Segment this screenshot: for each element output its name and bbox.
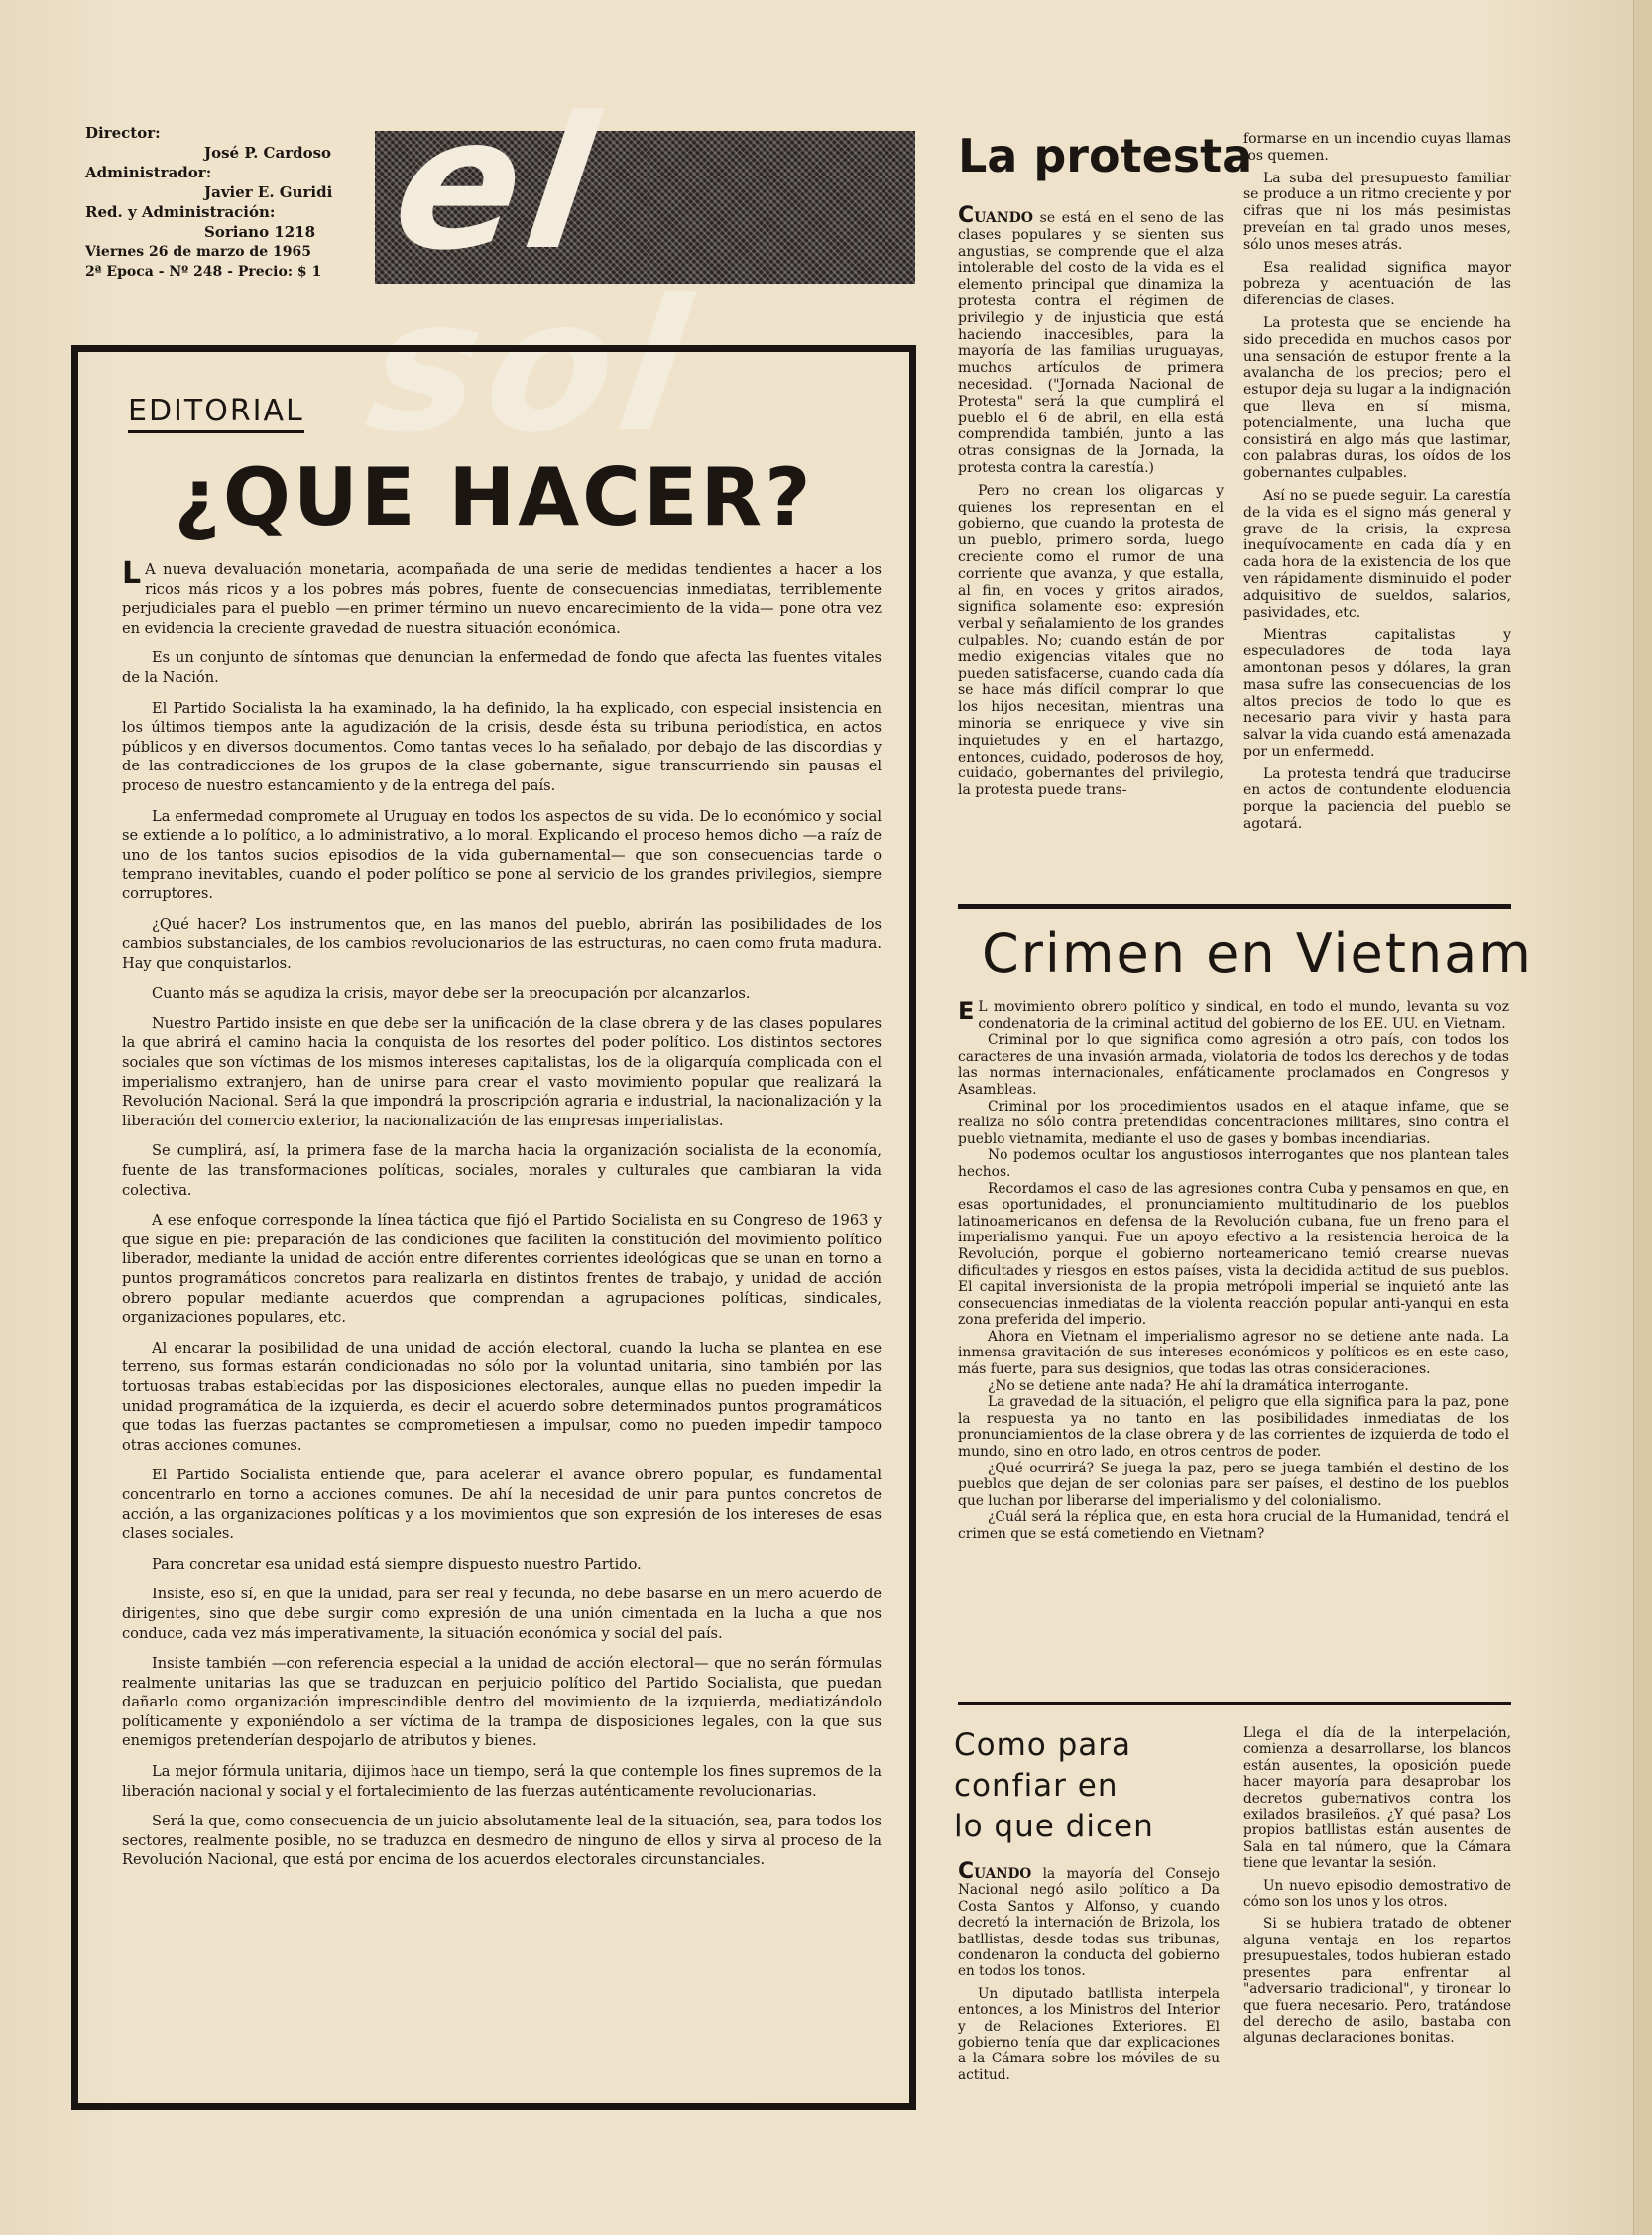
director-name: José P. Cardoso	[204, 144, 332, 162]
editorial-paragraph: Se cumplirá, así, la primera fase de la marcha hacia la organización socialista de la economía, fuente de las transformaciones políticas, sociales, morales y culturales que cambiaran la vida colectiva.	[122, 1142, 882, 1199]
protesta-paragraph: Así no se puede seguir. La carestía de la vida es el signo más general y grave de la crisis, la expresa inequívocamente en cada día y en cada hora de la existencia de los que ven rápidamente disminuido el poder adquisitivo de sueldos, salarios, pasividades, etc.	[1243, 487, 1511, 621]
protesta-title: La protesta	[958, 129, 1253, 182]
editorial-title: ¿QUE HACER?	[174, 451, 814, 543]
como-paragraph: Si se hubiera tratado de obtener alguna ventaja en los repartos presupuestales, todos hubieran estado presentes para enfrentar al "adversario tradicional", y tironear lo que fuera necesario. Pero, tratándose del derecho de asilo, bastaba con algunas declaraciones bonitas.	[1243, 1916, 1511, 2047]
vietnam-paragraph: ¿Qué ocurrirá? Se juega la paz, pero se juega también el destino de los pueblos que dejan de ser colonias para ser países, el destino de los pueblos que luchan por liberarse del imperialismo y del colonialismo.	[958, 1460, 1509, 1509]
como-paragraph: Un nuevo episodio demostrativo de cómo son los unos y los otros.	[1243, 1877, 1511, 1911]
editorial-paragraph: La enfermedad compromete al Uruguay en todos los aspectos de su vida. De lo económico y social se extiende a lo político, a lo administrativo, a lo moral. Explicando el proceso hemos dicho —a raíz de uno de los tantos sucios episodios de la vida gubernamental— que son consecuencias tarde o temprano inevitables, cuando el poder político se pone al servicio de los grandes privilegios, siempre corruptores.	[122, 807, 882, 902]
vietnam-paragraph: ¿Cuál será la réplica que, en esta hora crucial de la Humanidad, tendrá el crimen que se está cometiendo en Vietnam?	[958, 1509, 1509, 1542]
protesta-paragraph: La protesta tendrá que traducirse en actos de contundente eloduencia porque la paciencia del pueblo se agotará.	[1243, 765, 1511, 833]
editorial-paragraph: Insiste, eso sí, en que la unidad, para ser real y fecunda, no debe basarse en un mero acuerdo de dirigentes, sino que debe surgir como expresión de una unión cimentada en la lucha a que nos conduce, cada vez más imperativamente, la situación económica y social del país.	[122, 1586, 882, 1642]
como-paragraph: CUANDO la mayoría del Consejo Nacional negó asilo político a Da Costa Santos y Alfonso, y cuando decretó la internación de Brizola, los batllistas, desde todas sus tribunas, condenaron la conducta del gobierno en todos los tonos.	[958, 1859, 1220, 1980]
vietnam-paragraph: No podemos ocultar los angustiosos interrogantes que nos plantean tales hechos.	[958, 1147, 1509, 1180]
protesta-col-1	[958, 203, 1224, 805]
como-paragraph: Llega el día de la interpelación, comienza a desarrollarse, los blancos están ausentes, la oposición puede hacer mayoría para desaprobar los decretos gubernativos contra los exilados brasileños. ¿Y qué pasa? Los propios batllistas están ausentes de Sala en tal número, que la Cámara tiene que levantar la sesión.	[1243, 1725, 1511, 1872]
protesta-paragraph: Esa realidad significa mayor pobreza y acentuación de las diferencias de clases.	[1243, 259, 1511, 309]
vietnam-paragraph: Ahora en Vietnam el imperialismo agresor no se detiene ante nada. La inmensa gravitación de sus intereses económicos y políticos es en este caso, más fuerte, para sus designios, que todas las otras consideraciones.	[958, 1328, 1509, 1378]
admin-name: Javier E. Guridi	[204, 183, 333, 201]
protesta-paragraph: La protesta que se enciende ha sido precedida en muchos casos por una sensación de estupor frente a la avalancha de los precios; pero el estupor deja su lugar a la indignación que lleva en sí misma, potencialmente, una lucha que consistirá en algo más que lastimar, con palabras duras, los oídos de los gobernantes culpables.	[1243, 314, 1511, 482]
vietnam-paragraph: ¿No se detiene ante nada? He ahí la dramática interrogante.	[988, 1377, 1409, 1394]
section-divider	[958, 1702, 1511, 1705]
editorial-paragraph: Cuanto más se agudiza la crisis, mayor debe ser la preocupación por alcanzarlos.	[152, 985, 751, 1002]
editorial-body	[122, 556, 882, 1881]
issue-date: Viernes 26 de marzo de 1965	[85, 244, 311, 260]
editorial-paragraph: Será la que, como consecuencia de un juicio absolutamente leal de la situación, sea, para todos los sectores, realmente posible, no se traduzca en desmedro de ninguno de ellos y sirva al proceso de la Revolución Nacional, que está por encima de los acuerdos electorales circunstanciales.	[122, 1813, 882, 1869]
vietnam-paragraph: Criminal por lo que significa como agresión a otro país, con todos los caracteres de una invasión armada, violatoria de todos los derechos y de todas las normas internacionales, enfáticamente proclamados en Congresos y Asambleas.	[958, 1032, 1509, 1098]
como-title-line: Como para	[954, 1727, 1132, 1763]
protesta-col-2	[1243, 131, 1511, 839]
como-title	[954, 1725, 1192, 1847]
vietnam-paragraph: E L movimiento obrero político y sindical, en todo el mundo, levanta su voz condenatoria de la criminal actitud del gobierno de los EE. UU. en Vietnam.	[958, 998, 1509, 1032]
editorial-paragraph: Insiste también —con referencia especial a la unidad de acción electoral— que no serán fórmulas realmente unitarias las que se traduzcan en perjuicio político del Partido Socialista, que puedan dañarlo como organización imprescindible dentro del movimiento de la izquierda, mediatizándolo políticamente y exponiéndolo a ser víctima de la trampa de disposiciones legales, con la que sus enemigos pretenderían despojarlo de atributos y bienes.	[122, 1655, 882, 1750]
editorial-dropcap: L	[122, 556, 142, 591]
editorial-paragraph: Nuestro Partido insiste en que debe ser la unificación de la clase obrera y de las clases populares la que abrirá el camino hacia la conquista de los resortes del poder político. Los distintos sectores sociales que son víctimas de los mismos intereses capitalistas, los de la oligarquía complicada con el imperialismo extranjero, han de unirse para crear el vasto movimiento popular que realizará la Revolución Nacional. Será la que impondrá la proscripción agraria e industrial, la nacionalización y la liberación del comercio exterior, la nacionalización de las empresas imperialistas.	[122, 1014, 882, 1129]
editorial-paragraph: L A nueva devaluación monetaria, acompañada de una serie de medidas tendientes a hacer a los ricos más ricos y a los pobres más pobres, fuente de consecuencias inmediatas, terriblemente perjudiciales para el pueblo —en primer término un nuevo encarecimiento de la vida— pone otra vez en evidencia la creciente gravedad de nuestra situación económica.	[122, 556, 882, 637]
editorial-paragraph: Es un conjunto de síntomas que denuncian la enfermedad de fondo que afecta las fuentes vitales de la Nación.	[122, 649, 882, 686]
protesta-lead: UANDO	[974, 210, 1033, 226]
address: Soriano 1218	[204, 223, 316, 241]
newspaper-logo	[357, 78, 915, 473]
issue-number: 2ª Epoca - Nº 248 - Precio: $ 1	[85, 264, 322, 280]
protesta-paragraph: CUANDO se está en el seno de las clases populares y se sienten sus angustias, se comprende que el alza intolerable del costo de la vida es el elemento principal que dinamiza la protesta contra el régimen de privilegio y de injusticia que está haciendo inaccesibles, para la mayoría de las familias uruguayas, muchos artículos de primera necesidad. ("Jornada Nacional de Protesta" será la que cumplirá el pueblo el 6 de abril, en ella está comprendida también, junto a las otras consignas de la Jornada, la protesta contra la carestía.)	[958, 203, 1224, 476]
admin-label: Administrador:	[85, 164, 212, 181]
protesta-paragraph: Mientras capitalistas y especuladores de toda laya amontonan pesos y dólares, la gran masa sufre las consecuencias de los altos precios de todo lo que es necesario para vivir y hasta para salvar la vida cuando está amenazada por un enfermedd.	[1243, 627, 1511, 760]
vietnam-paragraph: La gravedad de la situación, el peligro que ella significa para la paz, pone la respuesta ya no tanto en las posibilidades inmediatas de los pronunciamientos de la clase obrera y de las corrientes de izquierda de todo el mundo, sino en otro lado, en otros centros de poder.	[958, 1394, 1509, 1461]
editorial-paragraph: El Partido Socialista la ha examinado, la ha definido, la ha explicado, con especial insistencia en los últimos tiempos ante la agudización de la crisis, desde ésta su tribuna periodística, en actos públicos y en diversos documentos. Como tantas veces lo ha señalado, por debajo de las discordias y de las contradicciones de los grupos de la clase gobernante, sigue transcurriendo sin pausas el proceso de nuestro estancamiento y de la entrega del país.	[122, 699, 882, 794]
editorial-paragraph: La mejor fórmula unitaria, dijimos hace un tiempo, será la que contemple los fines supremos de la liberación nacional y social y el fortalecimiento de las fuerzas auténticamente revolucionarias.	[122, 1763, 882, 1800]
vietnam-body	[958, 1000, 1509, 1543]
protesta-paragraph: La suba del presupuesto familiar se produce a un ritmo creciente y por cifras que ni los más pesimistas preveían en tal grado unos meses, sólo unos meses atrás.	[1243, 170, 1511, 253]
como-lead: UANDO	[974, 1866, 1032, 1882]
editorial-paragraph: A ese enfoque corresponde la línea táctica que fijó el Partido Socialista en su Congreso de 1963 y que sigue en pie: preparación de las condiciones que faciliten la constitución del movimiento político liberador, mediante la unidad de acción entre diferentes corrientes ideológicas que se unan en torno a puntos programáticos concretos para realizarla en distintos frentes de trabajo, y unidad de acción obrero popular mediante acuerdos que comprendan a agrupaciones políticas, sindicales, organizaciones populares, etc.	[122, 1212, 882, 1327]
editorial-box	[71, 345, 916, 2110]
vietnam-title: Crimen en Vietnam	[982, 922, 1533, 985]
editorial-paragraph: El Partido Socialista entiende que, para acelerar el avance obrero popular, es fundamental concentrarlo en torno a acciones comunes. De ahí la necesidad de unir para puntos concretos de acción, a las organizaciones políticas y a los movimientos que son expresión de los intereses de esas clases sociales.	[122, 1467, 882, 1543]
page-edge	[1633, 0, 1652, 2235]
protesta-dropcap: C	[958, 203, 975, 228]
como-col-1	[958, 1859, 1220, 2089]
editorial-paragraph: Para concretar esa unidad está siempre dispuesto nuestro Partido.	[152, 1555, 642, 1573]
como-title-line: confiar en	[954, 1768, 1119, 1804]
section-divider	[958, 904, 1511, 909]
como-dropcap: C	[958, 1859, 975, 1884]
vietnam-paragraph: Criminal por los procedimientos usados en el ataque infame, que se realiza no sólo contra pretendidas concentraciones militares, sino contra el pueblo vietnamita, mediante el uso de gases y bombas incendiarias.	[958, 1098, 1509, 1147]
logo-text: el sol	[357, 78, 708, 473]
masthead-info	[85, 123, 343, 282]
red-label: Red. y Administración:	[85, 203, 276, 221]
protesta-paragraph: formarse en un incendio cuyas llamas los quemen.	[1243, 131, 1511, 164]
editorial-paragraph: Al encarar la posibilidad de una unidad de acción electoral, cuando la lucha se plantea en ese terreno, sus formas estarán condicionadas no sólo por la voluntad unitaria, sino también por las tortuosas trabas establecidas por las disposiciones electorales, aunque ellas no pueden impedir la unidad programática de la izquierda, es decir el acuerdo sobre determinados puntos programáticos que todas las fuerzas pactantes se comprometiesen a impulsar, como no pueden impedir tampoco otras acciones comunes.	[122, 1339, 882, 1454]
director-label: Director:	[85, 124, 161, 142]
protesta-paragraph: Pero no crean los oligarcas y quienes los representan en el gobierno, que cuando la protesta de un pueblo, primero sorda, luego creciente como el rumor de una corriente que avanza, y que estalla, al fin, en voces y gritos airados, significa solamente eso: expresión verbal y señalamiento de los grandes culpables. No; cuando están de por medio exigencias vitales que no pueden satisfacerse, cuando cada día se hace más difícil comprar lo que los hijos necesitan, mientras una minoría se enriquece y vive sin inquietudes y en el hartazgo, entonces, cuidado, poderosos de hoy, cuidado, gobernantes del privilegio, la protesta puede trans-	[958, 482, 1224, 799]
como-paragraph: Un diputado batllista interpela entonces, a los Ministros del Interior y de Relaciones Exteriores. El gobierno tenía que dar explicaciones a la Cámara sobre los móviles de su actitud.	[958, 1985, 1220, 2083]
vietnam-paragraph: Recordamos el caso de las agresiones contra Cuba y pensamos en que, en esas oportunidades, el pronunciamiento multitudinario de los pueblos latinoamericanos en defensa de la Revolución cubana, fue un freno para el imperialismo yanqui. Fue un apoyo efectivo a la resistencia heroica de la Revolución, porque el gobierno norteamericano temió crearse nuevas dificultades y riesgos en estos países, vista la decidida actitud de sus pueblos. El capital inversionista de la propia metrópoli imperial se inquietó ante las consecuencias inmediatas de la violenta reacción popular anti-yanqui en esta zona preferida del imperio.	[958, 1180, 1509, 1329]
editorial-paragraph: ¿Qué hacer? Los instrumentos que, en las manos del pueblo, abrirán las posibilidades de los cambios substanciales, de los cambios revolucionarios de las estructuras, no caen como fruta madura. Hay que conquistarlos.	[122, 915, 882, 972]
como-col-2	[1243, 1725, 1511, 2053]
editorial-label: EDITORIAL	[128, 394, 304, 433]
como-title-line: lo que dicen	[954, 1809, 1154, 1844]
vietnam-dropcap: E	[958, 998, 975, 1025]
